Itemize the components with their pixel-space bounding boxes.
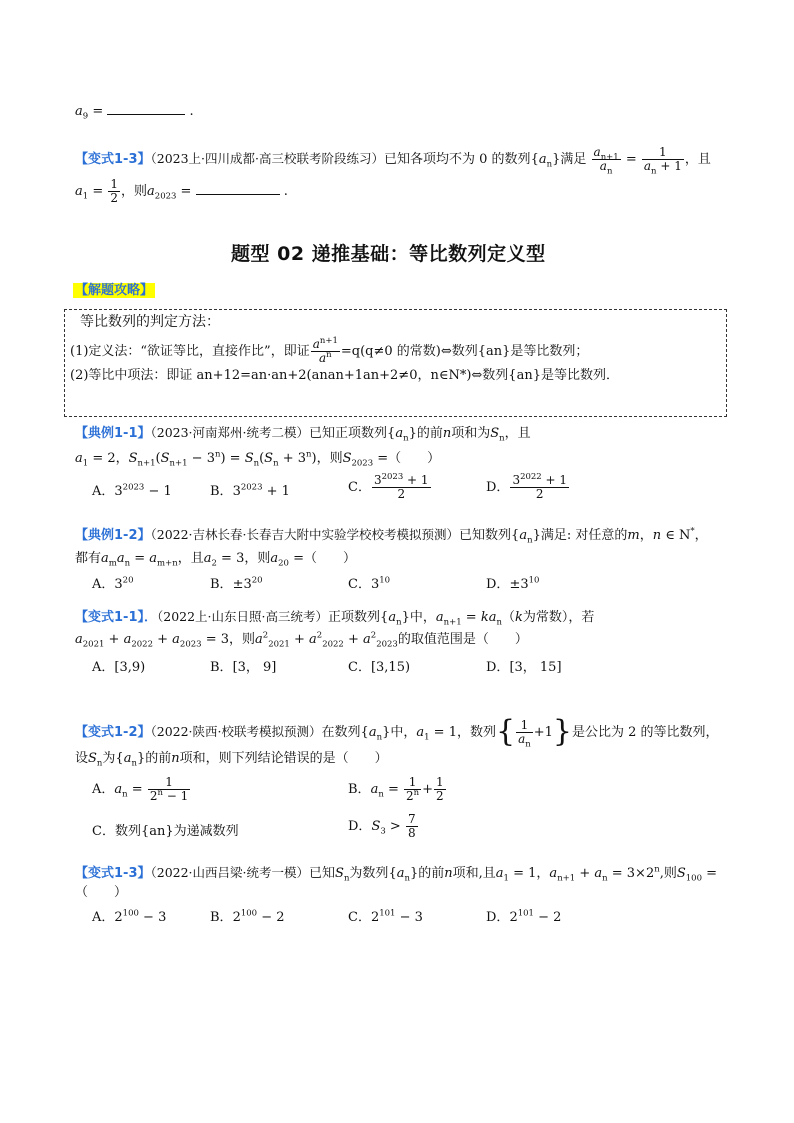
ex11-tag: 【典例1-1】 [75, 426, 151, 441]
tips-label: 【解题攻略】 [75, 283, 154, 298]
v11-line1: 【变式1-1】．（2022上·山东日照·高三统考）正项数列$\{a_n\}$中，$a_{n+1} = ka_n(k$为常数），若 [75, 609, 595, 628]
section-title: 题型 02 递推基础：等比数列定义型 [231, 243, 546, 265]
ex11-option-c[interactable]: C． $\frac{3^{2023} + 1}{2}$ [348, 472, 429, 501]
v13b-line1: 【变式1-3】（2022·山西吕梁·统考一模）已知$S_n$为数列$\{a_n\}$的前n项和,且$a_1 = 1$，$a_{n+1} + a_n = 3\times 2^n$,则$S_{100}$ = [75, 864, 718, 884]
ex12-option-d[interactable]: D．$\pm 3^{10}$ [486, 575, 540, 592]
ex12-option-b[interactable]: B．$\pm 3^{20}$ [210, 575, 263, 592]
v11-line2: $a_{2021} + a_{2022} + a_{2023} = 3$，则$a^2_{2021} + a^2_{2022} + a^2_{2023}$的取值范围是（ ） [75, 630, 528, 650]
ex12-line2: 都有$a_ma_n = a_{m+n}$，且$a_2 = 3$，则$a_{20}$ =（ ） [75, 551, 356, 569]
ex11-line2: $a_1 = 2$，$S_{n+1}(S_{n+1} - 3^n) = S_n(S_n + 3^n)$，则$S_{2023}$ =（ ） [75, 449, 441, 469]
v11-option-c[interactable]: C．[3,15) [348, 660, 411, 675]
v13b-option-d[interactable]: D．$2^{101} - 2$ [486, 908, 562, 925]
ex11-option-b[interactable]: B．$3^{2023} + 1$ [210, 482, 290, 499]
ex11-line1: 【典例1-1】（2023·河南郑州·统考二模）已知正项数列$\{a_n\}$的前n项和为$S_n$，且 [75, 425, 531, 444]
v13a-text1: 已知各项均不为 0 的数列 [384, 152, 531, 167]
v11-option-b[interactable]: B．[3， 9] [210, 660, 277, 675]
answer-blank [196, 182, 280, 195]
v12-line2: 设$S_n$为$\{a_n\}$的前n项和，则下列结论错误的是（ ） [75, 751, 388, 769]
top-answer-line: $a_9$ = . [75, 104, 194, 122]
v13a-tag: 【变式1-3】 [75, 152, 151, 167]
v11-tag: 【变式1-1】． [75, 610, 157, 625]
v11-option-d[interactable]: D．[3， 15] [486, 660, 562, 675]
v12-tag: 【变式1-2】 [75, 724, 151, 740]
v12-option-d[interactable]: D．$S_3$ > $\frac{7}{8}$ [348, 812, 416, 840]
v12-line1: 【变式1-2】（2022·陕西·校联考模拟预测）在数列$\{a_n\}$中，$a_1 = 1$，数列{ $\frac{1}{a_n}$ +1}是公比为 2 的等比数列， [75, 714, 719, 750]
ex11-option-a[interactable]: A．$3^{2023} - 1$ [92, 482, 172, 499]
tips-line2: (2)等比中项法：即证 an+12=an·an+2(anan+1an+2≠0，n∈N*)⇔数列{an}是等比数列． [70, 368, 619, 383]
ex12-line1: 【典例1-2】（2022·吉林长春·长春吉大附中实验学校校考模拟预测）已知数列$\{a_n\}$满足: 对任意的m，n ∈ N*， [75, 526, 708, 546]
v12-option-a[interactable]: A．$a_n$ = $\frac{1}{2^n - 1}$ [92, 775, 189, 803]
v13b-paren: （ ） [75, 885, 128, 900]
answer-blank [107, 102, 185, 115]
ex12-tag: 【典例1-2】 [75, 528, 151, 543]
ex12-option-a[interactable]: A．$3^{20}$ [92, 575, 134, 592]
v13a-line2: $a_1$ = $\frac{1}{2}$ ，则$a_{2023}$ = . [75, 177, 288, 205]
v12-option-b[interactable]: B．$a_n$ = $\frac{1}{2^n}$ + $\frac{1}{2}$ [348, 775, 444, 803]
ex11-option-d[interactable]: D． $\frac{3^{2022} + 1}{2}$ [486, 472, 568, 501]
tips-line1: (1)定义法：“欲证等比，直接作比”，即证 $\frac{a^{n+1}}{a^n}$ =q(q≠0 的常数)⇔数列{an}是等比数列； [70, 336, 589, 365]
v13a-source: （2023上·四川成都·高三校联考阶段练习） [150, 151, 385, 166]
tips-heading: 等比数列的判定方法： [80, 314, 220, 330]
v13b-option-b[interactable]: B．$2^{100} - 2$ [210, 908, 285, 925]
v13b-option-a[interactable]: A．$2^{100} - 3$ [92, 908, 167, 925]
v13b-tag: 【变式1-3】 [75, 866, 151, 881]
v13a-fraction-left: $\frac{a_{n+1}}{a_n}$ [593, 145, 619, 177]
v11-option-a[interactable]: A．[3,9) [92, 660, 146, 675]
v13a-fraction-right: $\frac{1}{a_n + 1}$ [643, 145, 682, 177]
v13a-line1: 【变式1-3】（2023上·四川成都·高三校联考阶段练习）已知各项均不为 0 的数列$\{a_n\}$满足 $\frac{a_{n+1}}{a_n}$ = $\frac{1}{a_n + 1}$ ，且 [75, 145, 711, 177]
v13b-option-c[interactable]: C．$2^{101} - 3$ [348, 908, 423, 925]
v12-option-c[interactable]: C．数列{an}为递减数列 [92, 824, 239, 839]
ex12-option-c[interactable]: C．$3^{10}$ [348, 575, 391, 592]
